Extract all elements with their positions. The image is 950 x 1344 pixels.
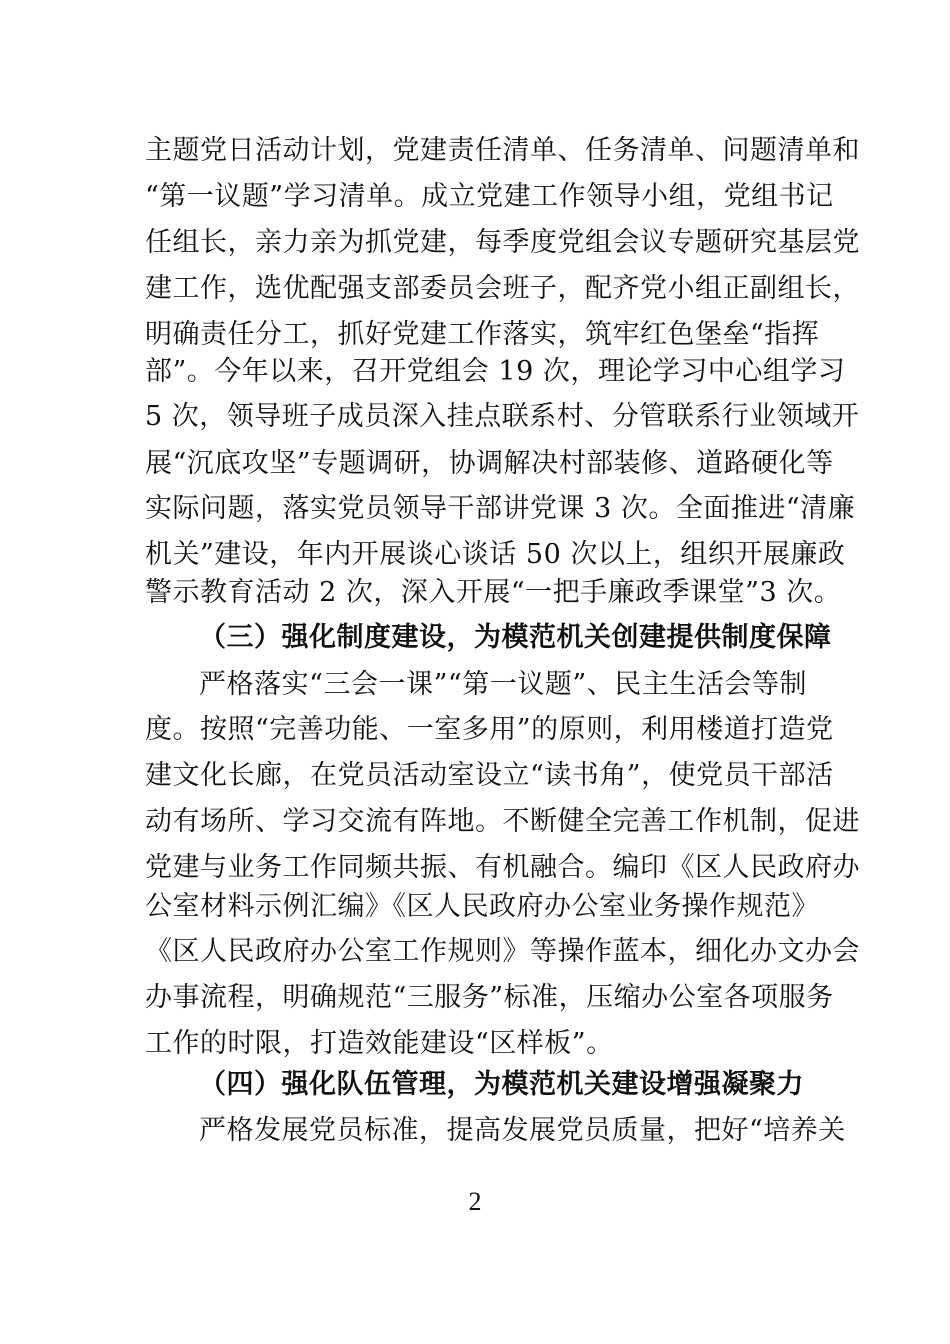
body-text-line: 主题党日活动计划，党建责任清单、任务清单、问题清单和 (145, 135, 860, 166)
body-text-line: 公室材料示例汇编》《区人民政府办公室业务操作规范》 (145, 891, 819, 922)
body-text-line: 实际问题，落实党员领导干部讲党课 3 次。全面推进“清廉 (145, 493, 856, 524)
body-text-line: 建工作，选优配强支部委员会班子，配齐党小组正副组长， (145, 273, 860, 304)
body-text-line: 度。按照“完善功能、一室多用”的原则，利用楼道打造党 (145, 714, 834, 745)
body-text-line: 部”。今年以来，召开党组会 19 次，理论学习中心组学习 (145, 356, 846, 387)
page-number: 2 (468, 1187, 482, 1216)
body-text-line: 工作的时限，打造效能建设“区样板”。 (145, 1028, 614, 1059)
body-text-line: 任组长，亲力亲为抓党建，每季度党组会议专题研究基层党 (145, 227, 860, 258)
body-text-line: 展“沉底攻坚”专题调研，协调解决村部装修、道路硬化等 (145, 448, 834, 479)
body-text-line: 党建与业务工作同频共振、有机融合。编印《区人民政府办 (145, 852, 860, 883)
section-heading-4: （四）强化队伍管理，为模范机关建设增强凝聚力 (199, 1069, 804, 1100)
body-text-line: 严格发展党员标准，提高发展党员质量，把好“培养关 (199, 1115, 846, 1146)
body-text-line: 5 次，领导班子成员深入挂点联系村、分管联系行业领域开 (145, 401, 860, 432)
body-text-line: 动有场所、学习交流有阵地。不断健全完善工作机制，促进 (145, 806, 860, 837)
body-text-line: 建文化长廊，在党员活动室设立“读书角”，使党员干部活 (145, 760, 834, 791)
body-text-line: 严格落实“三会一课”“第一议题”、民主生活会等制 (199, 669, 807, 700)
section-heading-3: （三）强化制度建设，为模范机关创建提供制度保障 (199, 622, 832, 653)
body-text-line: 机关”建设，年内开展谈心谈话 50 次以上，组织开展廉政 (145, 539, 846, 570)
body-text-line: 《区人民政府办公室工作规则》等操作蓝本，细化办文办会 (145, 936, 860, 967)
body-text-line: “第一议题”学习清单。成立党建工作领导小组，党组书记 (145, 181, 834, 212)
body-text-line: 办事流程，明确规范“三服务”标准，压缩办公室各项服务 (145, 982, 834, 1013)
body-text-line: 明确责任分工，抓好党建工作落实，筑牢红色堡垒“指挥 (145, 319, 820, 350)
body-text-line: 警示教育活动 2 次，深入开展“一把手廉政季课堂”3 次。 (145, 577, 842, 608)
